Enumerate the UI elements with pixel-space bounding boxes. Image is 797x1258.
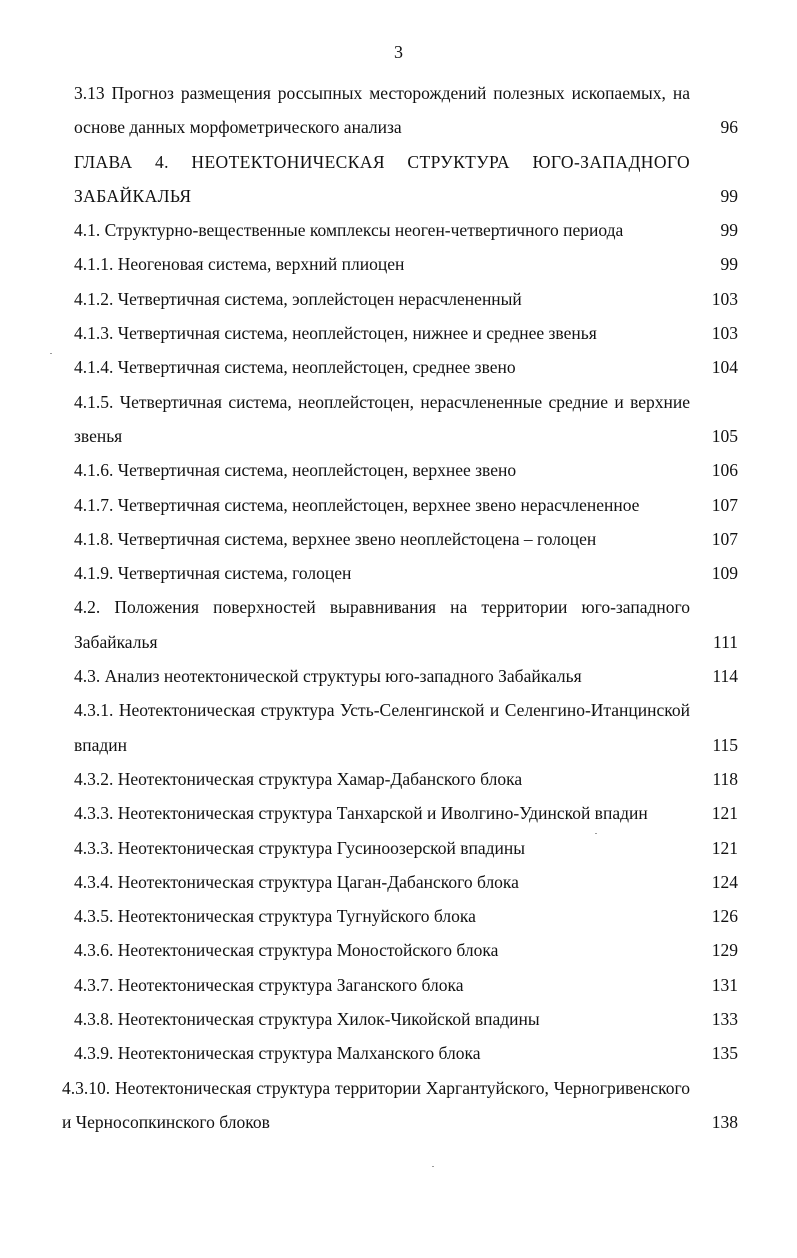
toc-entry-title: 4.3.3. Неотектоническая структура Танхарской и Иволгино-Удинской впадин bbox=[74, 803, 648, 824]
toc-entry-page: 111 bbox=[713, 631, 738, 652]
toc-entry-page: 99 bbox=[720, 220, 738, 241]
toc-entry-page: 104 bbox=[711, 357, 738, 378]
toc-entry-title: 4.1.5. Четвертичная система, неоплейстоцен, нерасчлененные средние и верхние звенья bbox=[74, 391, 690, 446]
toc-entry-title: 4.1.2. Четвертичная система, эоплейстоцен нерасчлененный bbox=[74, 288, 522, 309]
toc-entry bbox=[74, 1002, 738, 1036]
toc-entry bbox=[74, 762, 738, 796]
toc-entry bbox=[74, 831, 738, 865]
toc-entry-title: 4.3.10. Неотектоническая структура территории Харгантуйского, Черногривенского и Черносопкинского блоков bbox=[62, 1077, 690, 1132]
toc-entry-page: 121 bbox=[711, 803, 738, 824]
toc-entry-page: 109 bbox=[711, 563, 738, 584]
toc-entry-title: 4.1.8. Четвертичная система, верхнее звено неоплейстоцена – голоцен bbox=[74, 528, 597, 549]
scan-speck bbox=[432, 1166, 434, 1167]
toc-entry-title: 4.3.6. Неотектоническая структура Моностойского блока bbox=[74, 940, 499, 961]
toc-entry-page: 126 bbox=[711, 906, 738, 927]
toc-entry-title: 4.1.9. Четвертичная система, голоцен bbox=[74, 563, 352, 584]
toc-entry-title: 4.1.4. Четвертичная система, неоплейстоцен, среднее звено bbox=[74, 357, 516, 378]
toc-entry-title: 4.3. Анализ неотектонической структуры юго-западного Забайкалья bbox=[74, 666, 582, 687]
toc-entry-title: 4.1. Структурно-вещественные комплексы неоген-четвертичного периода bbox=[74, 220, 624, 241]
toc-entry-title: 4.1.6. Четвертичная система, неоплейстоцен, верхнее звено bbox=[74, 460, 517, 481]
toc-entry bbox=[74, 659, 738, 693]
toc-entry bbox=[74, 522, 738, 556]
toc-entry-page: 103 bbox=[711, 288, 738, 309]
toc-entry-title: 4.1.1. Неогеновая система, верхний плиоцен bbox=[74, 254, 405, 275]
toc-entry-title: 3.13 Прогноз размещения россыпных месторождений полезных ископаемых, на основе данных морфометрического анализа bbox=[74, 83, 690, 138]
scan-speck bbox=[50, 353, 52, 354]
toc-entry bbox=[74, 76, 738, 145]
toc-entry bbox=[74, 1036, 738, 1070]
toc-entry-title: 4.3.7. Неотектоническая структура Заганского блока bbox=[74, 974, 464, 995]
toc-entry-title: 4.3.8. Неотектоническая структура Хилок-Чикойской впадины bbox=[74, 1009, 540, 1030]
toc-entry bbox=[74, 968, 738, 1002]
toc-entry-title: ГЛАВА 4. НЕОТЕКТОНИЧЕСКАЯ СТРУКТУРА ЮГО-ЗАПАДНОГО ЗАБАЙКАЛЬЯ bbox=[74, 151, 690, 206]
toc-entry-page: 121 bbox=[711, 837, 738, 858]
toc-entry-page: 107 bbox=[711, 494, 738, 515]
toc-entry bbox=[74, 316, 738, 350]
toc-entry-title: 4.3.5. Неотектоническая структура Тугнуйского блока bbox=[74, 906, 476, 927]
toc-entry bbox=[74, 933, 738, 967]
toc-entry-page: 135 bbox=[711, 1043, 738, 1064]
toc-entry bbox=[74, 488, 738, 522]
toc-entry-page: 114 bbox=[712, 666, 738, 687]
toc-entry bbox=[74, 247, 738, 281]
toc-entry-title: 4.2. Положения поверхностей выравнивания на территории юго-западного Забайкалья bbox=[74, 597, 690, 652]
toc-entry-page: 124 bbox=[711, 871, 738, 892]
toc-entry bbox=[74, 213, 738, 247]
toc-entry-page: 107 bbox=[711, 528, 738, 549]
toc-entry bbox=[74, 899, 738, 933]
toc-entry bbox=[74, 556, 738, 590]
page-number: 3 bbox=[394, 42, 403, 62]
table-of-contents bbox=[62, 76, 738, 1139]
toc-entry bbox=[74, 282, 738, 316]
toc-entry bbox=[74, 590, 738, 659]
toc-entry-page: 96 bbox=[720, 117, 738, 138]
toc-entry bbox=[74, 796, 738, 830]
toc-entry-page: 115 bbox=[712, 734, 738, 755]
toc-entry-title: 4.3.2. Неотектоническая структура Хамар-Дабанского блока bbox=[74, 768, 523, 789]
toc-entry-page: 129 bbox=[711, 940, 738, 961]
toc-entry-title: 4.3.3. Неотектоническая структура Гусиноозерской впадины bbox=[74, 837, 525, 858]
toc-entry-page: 138 bbox=[711, 1111, 738, 1132]
toc-entry-page: 99 bbox=[720, 254, 738, 275]
toc-entry bbox=[74, 865, 738, 899]
toc-entry-page: 103 bbox=[711, 323, 738, 344]
toc-entry bbox=[74, 453, 738, 487]
toc-entry-title: 4.1.3. Четвертичная система, неоплейстоцен, нижнее и среднее звенья bbox=[74, 323, 597, 344]
toc-chapter-heading bbox=[74, 145, 738, 214]
toc-entry bbox=[74, 693, 738, 762]
toc-entry-page: 105 bbox=[711, 425, 738, 446]
toc-entry-page: 131 bbox=[711, 974, 738, 995]
scan-speck bbox=[595, 833, 597, 834]
toc-entry-title: 4.3.1. Неотектоническая структура Усть-Селенгинской и Селенгино-Итанцинской впадин bbox=[74, 700, 690, 755]
toc-entry-page: 99 bbox=[720, 185, 738, 206]
toc-entry bbox=[74, 385, 738, 454]
toc-entry bbox=[62, 1071, 738, 1140]
toc-entry-page: 118 bbox=[712, 768, 738, 789]
toc-entry-title: 4.3.4. Неотектоническая структура Цаган-Дабанского блока bbox=[74, 871, 519, 892]
toc-entry-title: 4.1.7. Четвертичная система, неоплейстоцен, верхнее звено нерасчлененное bbox=[74, 494, 640, 515]
toc-entry-page: 133 bbox=[711, 1009, 738, 1030]
toc-entry-title: 4.3.9. Неотектоническая структура Малханского блока bbox=[74, 1043, 481, 1064]
toc-entry-page: 106 bbox=[711, 460, 738, 481]
toc-entry bbox=[74, 350, 738, 384]
